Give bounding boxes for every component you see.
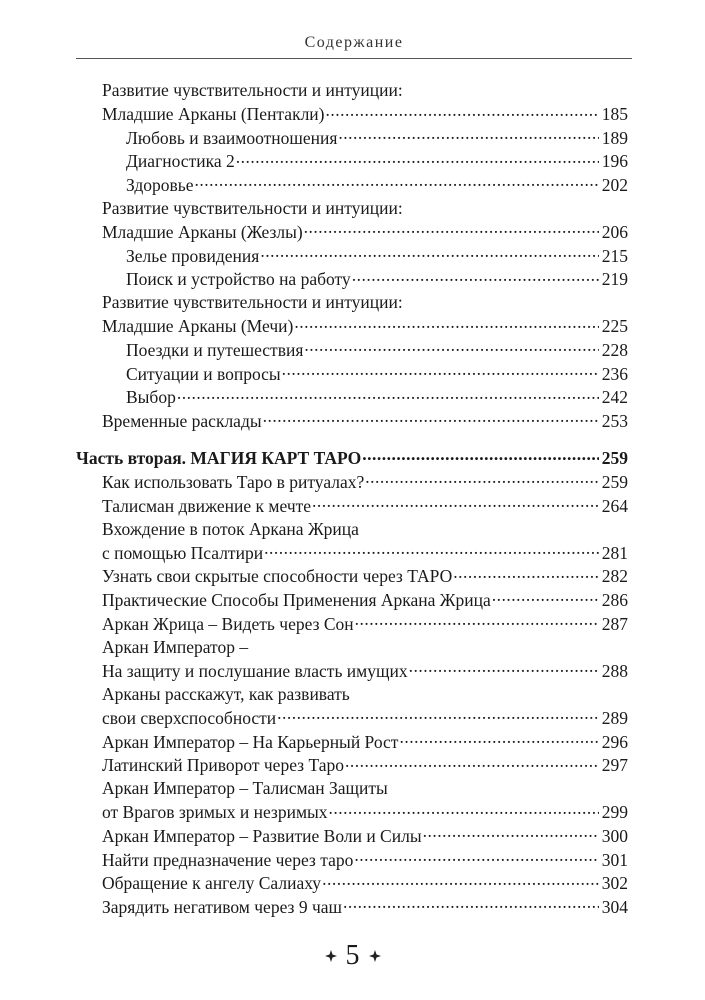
toc-entry-page: 289 [601, 707, 628, 728]
toc-leader-dots [236, 150, 599, 168]
toc-entry [76, 103, 628, 127]
toc-entry [76, 872, 628, 896]
toc-entry [76, 541, 628, 565]
star-ornament-icon [324, 949, 338, 963]
toc-entry-page: 296 [601, 731, 628, 752]
toc-entry-page: 282 [601, 566, 628, 587]
toc-entry [76, 244, 628, 268]
toc-part-heading [76, 447, 628, 471]
toc-leader-dots [329, 801, 599, 819]
toc-entry [76, 706, 628, 730]
toc-leader-dots [263, 409, 599, 427]
toc-entry-page: 185 [601, 104, 628, 125]
toc-entry [76, 221, 628, 245]
toc-entry-title: Аркан Император – Развитие Воли и Силы [102, 825, 422, 846]
toc-entry-page: 259 [601, 472, 628, 492]
toc-entry [76, 268, 628, 292]
toc-entry-title: Младшие Арканы (Мечи) [102, 316, 294, 337]
toc-entry-page: 236 [601, 363, 628, 384]
toc-entry-title: На защиту и послушание власть имущих [102, 660, 408, 681]
toc-leader-dots [277, 706, 599, 724]
toc-entry-title: Временные расклады [102, 410, 262, 431]
toc-leader-dots [326, 103, 600, 121]
toc-leader-dots [177, 386, 599, 404]
toc-entry-page: 281 [601, 542, 628, 563]
toc-entry [76, 79, 628, 103]
toc-entry [76, 409, 628, 433]
page-number: 5 [345, 940, 360, 971]
toc-entry-title: Обращение к ангелу Салиаху [102, 873, 322, 894]
toc-leader-dots [345, 754, 599, 772]
toc-entry-title: Развитие чувствительности и интуиции: [102, 292, 403, 313]
running-header: Содержание [304, 34, 404, 51]
toc-leader-dots [338, 126, 599, 144]
toc-entry-page: 304 [601, 896, 628, 917]
toc-entry-title: Зелье провидения [126, 245, 260, 266]
toc-entry [76, 339, 628, 363]
toc-leader-dots [409, 659, 599, 677]
toc-leader-dots [312, 494, 599, 512]
toc-leader-dots [294, 315, 599, 333]
toc-leader-dots [362, 447, 599, 465]
toc-entry-title: от Врагов зримых и незримых [102, 802, 328, 823]
toc-entry-title: Выбор [126, 387, 176, 408]
toc-leader-dots [492, 588, 599, 606]
table-of-contents [76, 79, 628, 919]
toc-entry-page: 287 [601, 613, 628, 634]
toc-entry-page: 253 [601, 410, 628, 431]
toc-leader-dots [343, 895, 599, 913]
toc-entry-title: Поиск и устройство на работу [126, 269, 351, 290]
toc-entry-page: 225 [601, 316, 628, 337]
toc-entry-title: Талисман движение к мечте [102, 495, 312, 516]
toc-entry [76, 291, 628, 315]
toc-entry-title: Развитие чувствительности и интуиции: [102, 197, 403, 218]
toc-entry-title: Аркан Император – На Карьерный Рост [102, 731, 399, 752]
toc-entry [76, 150, 628, 174]
toc-leader-dots [282, 362, 599, 380]
toc-entry-title: Арканы расскажут, как развивать [102, 683, 350, 704]
toc-entry-title: Диагностика 2 [126, 151, 235, 172]
toc-entry [76, 636, 628, 660]
toc-entry-page: 299 [601, 802, 628, 823]
toc-leader-dots [195, 173, 600, 191]
toc-entry-title: Ситуации и вопросы [126, 363, 281, 384]
toc-entry [76, 173, 628, 197]
star-ornament-icon [368, 949, 382, 963]
toc-entry [76, 565, 628, 589]
toc-entry-title: Латинский Приворот через Таро [102, 755, 344, 776]
toc-entry [76, 315, 628, 339]
toc-entry-title: Аркан Император – Талисман Защиты [102, 778, 388, 799]
toc-entry-title: Младшие Арканы (Пентакли) [102, 104, 325, 125]
toc-leader-dots [304, 221, 599, 239]
toc-entry [76, 126, 628, 150]
toc-entry-title: Найти предназначение через таро [102, 849, 354, 870]
toc-entry-title: Любовь и взаимоотношения [126, 127, 338, 148]
toc-entry [76, 824, 628, 848]
toc-leader-dots [264, 541, 599, 559]
toc-entry-page: 259 [601, 448, 628, 469]
toc-entry-page: 286 [601, 589, 628, 610]
toc-entry-page: 242 [601, 387, 628, 408]
toc-leader-dots [423, 824, 599, 842]
toc-entry-title: Узнать свои скрытые способности через ТАРО [102, 566, 453, 587]
toc-entry-title: Аркан Жрица – Видеть через Сон [102, 613, 354, 634]
toc-entry-page: 297 [601, 755, 628, 776]
toc-entry [76, 588, 628, 612]
toc-leader-dots [365, 471, 599, 489]
toc-entry [76, 471, 628, 495]
toc-entry-page: 196 [601, 151, 628, 172]
toc-entry-title: Аркан Император – [102, 636, 249, 657]
toc-leader-dots [453, 565, 599, 583]
toc-entry [76, 612, 628, 636]
toc-entry [76, 848, 628, 872]
toc-entry [76, 386, 628, 410]
toc-entry-title: Развитие чувствительности и интуиции: [102, 80, 403, 100]
toc-entry [76, 683, 628, 707]
toc-entry-page: 206 [601, 222, 628, 243]
toc-entry-title: Зарядить негативом через 9 чаш [102, 896, 343, 917]
toc-leader-dots [322, 872, 599, 890]
page-footer [0, 940, 705, 972]
toc-leader-dots [304, 339, 599, 357]
toc-entry [76, 518, 628, 542]
toc-entry-page: 219 [601, 269, 628, 290]
toc-entry-title: с помощью Псалтири [102, 542, 264, 563]
toc-entry [76, 659, 628, 683]
toc-entry [76, 197, 628, 221]
toc-entry [76, 895, 628, 919]
toc-entry [76, 777, 628, 801]
toc-entry-title: Здоровье [126, 174, 194, 195]
toc-leader-dots [352, 268, 599, 286]
toc-entry-title: Практические Способы Применения Аркана Жрица [102, 589, 491, 610]
toc-entry-page: 215 [601, 245, 628, 266]
toc-entry-title: Поездки и путешествия [126, 340, 304, 361]
toc-entry [76, 801, 628, 825]
toc-entry-page: 301 [601, 849, 628, 870]
toc-leader-dots [399, 730, 599, 748]
toc-leader-dots [355, 612, 599, 630]
toc-entry [76, 754, 628, 778]
toc-entry-page: 302 [601, 873, 628, 894]
toc-entry-page: 228 [601, 340, 628, 361]
toc-leader-dots [260, 244, 599, 262]
toc-entry-page: 288 [601, 660, 628, 681]
toc-entry-title: Вхождение в поток Аркана Жрица [102, 518, 359, 539]
toc-entry-title: Часть вторая. МАГИЯ КАРТ ТАРО [76, 448, 362, 469]
toc-entry-title: свои сверхспособности [102, 707, 277, 728]
toc-entry [76, 362, 628, 386]
header-divider [76, 58, 632, 59]
toc-entry-title: Младшие Арканы (Жезлы) [102, 222, 303, 243]
toc-entry-page: 202 [601, 174, 628, 195]
toc-entry-title: Как использовать Таро в ритуалах? [102, 472, 365, 492]
toc-entry [76, 494, 628, 518]
toc-entry [76, 730, 628, 754]
toc-entry-page: 264 [601, 495, 628, 516]
toc-leader-dots [354, 848, 599, 866]
toc-entry-page: 300 [601, 825, 628, 846]
toc-entry-page: 189 [601, 127, 628, 148]
